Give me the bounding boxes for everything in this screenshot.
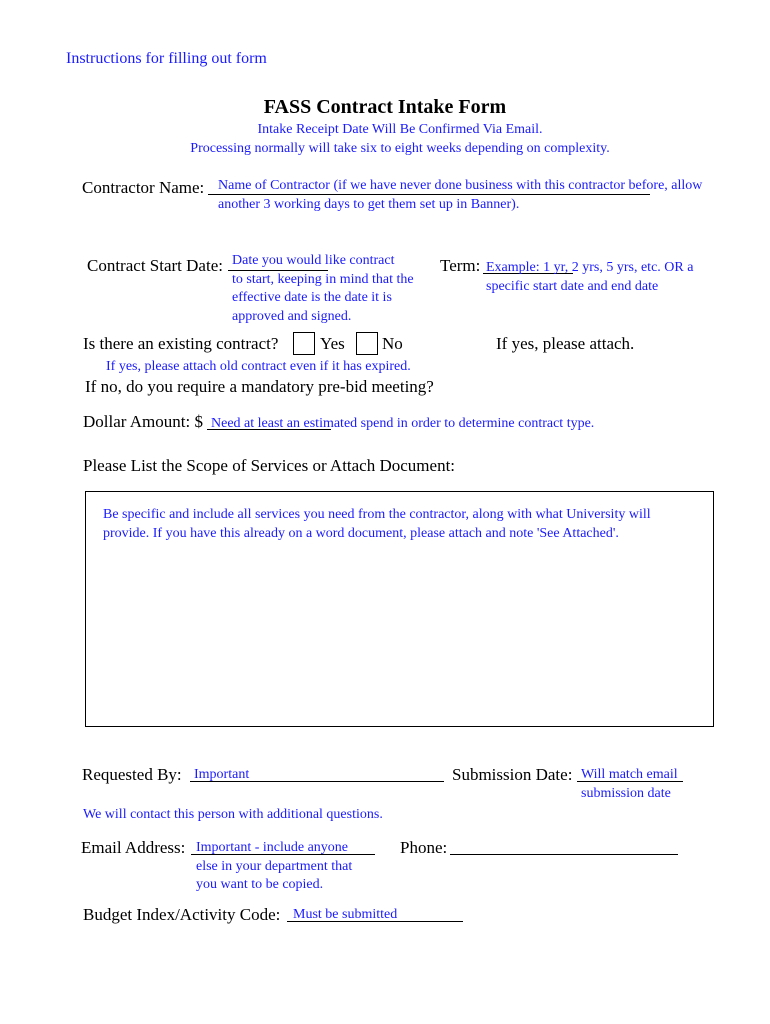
existing-yes-checkbox[interactable] (293, 332, 315, 355)
submission-date-label: Submission Date: (452, 765, 573, 784)
requested-by-label: Requested By: (82, 765, 182, 784)
email-address-label: Email Address: (81, 838, 186, 857)
scope-label: Please List the Scope of Services or Attach Document: (83, 456, 456, 475)
subtitle-processing: Processing normally will take six to eight weeks depending on complexity. (190, 141, 610, 156)
contact-note: We will contact this person with additional questions. (83, 807, 383, 822)
existing-contract-question: Is there an existing contract? (83, 334, 279, 353)
existing-contract-note: If yes, please attach old contract even if it has expired. (106, 359, 411, 374)
scope-note-line-1: Be specific and include all services you need from the contractor, along with what University will (103, 507, 651, 522)
if-yes-attach-label: If yes, please attach. (496, 334, 635, 353)
prebid-question: If no, do you require a mandatory pre-bid meeting? (85, 377, 434, 396)
start-date-note-line-2: to start, keeping in mind that the (232, 272, 414, 287)
email-note-line-1: Important - include anyone (196, 840, 349, 855)
dollar-amount-note: Need at least an estimated spend in order to determine contract type. (211, 416, 595, 431)
term-note-line-2: specific start date and end date (486, 279, 659, 294)
start-date-note-line-1: Date you would like contract (232, 253, 395, 268)
budget-index-label: Budget Index/Activity Code: (83, 905, 281, 924)
form-title: FASS Contract Intake Form (263, 96, 507, 118)
instructions-link[interactable]: Instructions for filling out form (66, 50, 267, 67)
budget-index-value: Must be submitted (293, 907, 398, 922)
contractor-name-label: Contractor Name: (82, 178, 205, 197)
contractor-name-note-line-1: Name of Contractor (if we have never done business with this contractor before, allow (218, 178, 703, 193)
subtitle-receipt: Intake Receipt Date Will Be Confirmed Via Email. (257, 122, 543, 137)
phone-field[interactable] (450, 854, 678, 855)
requested-by-value: Important (194, 767, 250, 782)
term-label: Term: (440, 256, 481, 275)
existing-yes-label: Yes (320, 334, 345, 353)
dollar-amount-label: Dollar Amount: $ (83, 412, 203, 431)
term-note-line-1: Example: 1 yr, 2 yrs, 5 yrs, etc. OR a (486, 260, 694, 275)
existing-no-checkbox[interactable] (356, 332, 378, 355)
email-note-line-2: else in your department that (196, 859, 353, 874)
contractor-name-note-line-2: another 3 working days to get them set up in Banner). (218, 197, 520, 212)
start-date-note-line-4: approved and signed. (232, 309, 352, 324)
phone-label: Phone: (400, 838, 448, 857)
start-date-note-line-3: effective date is the date it is (232, 290, 392, 305)
contract-start-date-label: Contract Start Date: (87, 256, 223, 275)
submission-date-note-line-2: submission date (581, 786, 671, 801)
submission-date-note-line-1: Will match email (581, 767, 678, 782)
existing-no-label: No (382, 334, 403, 353)
scope-note-line-2: provide. If you have this already on a word document, please attach and note 'See Attached'. (103, 526, 619, 541)
email-note-line-3: you want to be copied. (196, 877, 324, 892)
